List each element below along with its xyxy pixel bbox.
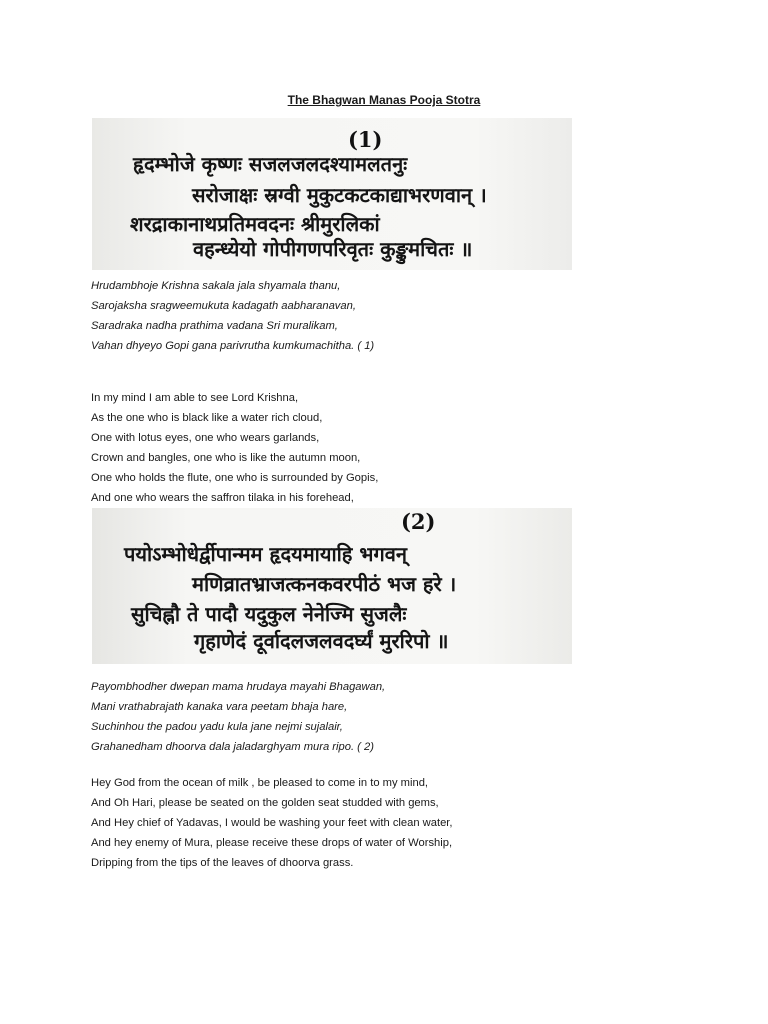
sanskrit-line: शरद्राकानाथप्रतिमवदनः श्रीमुरलिकां [130,212,380,236]
translation-block-2 [91,773,453,873]
translation-line: Crown and bangles, one who is like the autumn moon, [91,452,361,464]
transliteration-block-2 [91,677,385,757]
sanskrit-line: सरोजाक्षः स्रग्वी मुकुटकटकाद्याभरणवान् । [192,183,487,207]
verse-number-1: (1) [348,127,383,152]
translation-block-1 [91,388,378,508]
transliteration-block-1 [91,276,374,356]
verse-number-2: (2) [401,509,436,534]
translation-line: One with lotus eyes, one who wears garlands, [91,432,320,444]
translation-line: And Oh Hari, please be seated on the golden seat studded with gems, [91,797,439,809]
sanskrit-line: वहन्ध्येयो गोपीगणपरिवृतः कुङ्कुमचितः ॥ [193,237,473,261]
transliteration-line: Hrudambhoje Krishna sakala jala shyamala thanu, [91,280,341,292]
transliteration-line: Saradraka nadha prathima vadana Sri muralikam, [91,320,338,332]
sanskrit-line: हृदम्भोजे कृष्णः सजलजलदश्यामलतनुः [133,152,408,176]
page-title: The Bhagwan Manas Pooja Stotra [287,93,481,107]
transliteration-line: Mani vrathabrajath kanaka vara peetam bhaja hare, [91,701,348,713]
transliteration-line: Sarojaksha sragweemukuta kadagath aabharanavan, [91,300,356,312]
translation-line: Hey God from the ocean of milk , be pleased to come in to my mind, [91,777,429,789]
translation-line: And Hey chief of Yadavas, I would be washing your feet with clean water, [91,817,453,829]
sanskrit-line: सुचिह्नौ ते पादौ यदुकुल नेनेज्मि सुजलैः [131,602,407,626]
transliteration-line: Suchinhou the padou yadu kula jane nejmi sujalair, [91,721,343,733]
transliteration-line: Payombhodher dwepan mama hrudaya mayahi Bhagawan, [91,681,386,693]
translation-line: As the one who is black like a water rich cloud, [91,412,323,424]
translation-line: One who holds the flute, one who is surrounded by Gopis, [91,472,379,484]
sanskrit-line: मणिव्रातभ्राजत्कनकवरपीठं भज हरे । [192,572,457,596]
translation-line: And one who wears the saffron tilaka in his forehead, [91,492,354,504]
translation-line: And hey enemy of Mura, please receive these drops of water of Worship, [91,837,453,849]
sanskrit-line: गृहाणेदं दूर्वादलजलवदर्घ्यं मुररिपो ॥ [194,629,449,653]
transliteration-line: Grahanedham dhoorva dala jaladarghyam mura ripo. ( 2) [91,741,374,753]
translation-line: In my mind I am able to see Lord Krishna, [91,392,299,404]
translation-line: Dripping from the tips of the leaves of dhoorva grass. [91,857,354,869]
transliteration-line: Vahan dhyeyo Gopi gana parivrutha kumkumachitha. ( 1) [91,340,375,352]
sanskrit-line: पयोऽम्भोधेर्द्वीपान्मम हृदयमायाहि भगवन् [124,542,407,566]
